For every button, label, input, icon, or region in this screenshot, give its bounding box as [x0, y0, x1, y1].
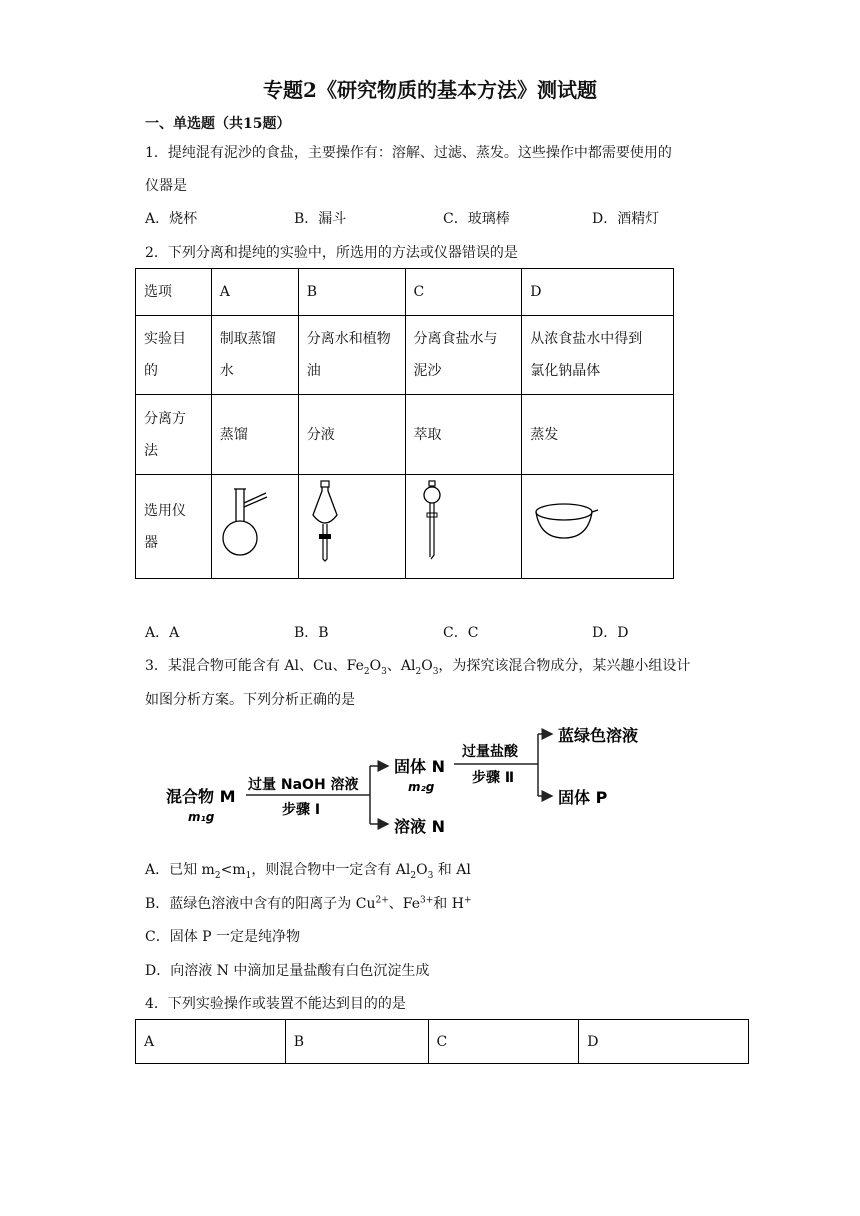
table-cell: 制取蒸馏 水 — [211, 316, 298, 395]
flow-mixture-mass: m₁g — [188, 810, 215, 824]
table-cell: 选用仪 器 — [136, 475, 212, 579]
flow-solid-n: 固体 N — [394, 757, 445, 776]
distillation-flask-icon — [220, 481, 280, 561]
table-cell: 从浓食盐水中得到 氯化钠晶体 — [522, 316, 674, 395]
q3-option-c: C．固体 P 一定是纯净物 — [145, 929, 301, 945]
table-cell — [405, 475, 522, 579]
q2-option-b: B．B — [294, 625, 329, 641]
dropping-funnel-icon — [414, 479, 454, 563]
flow-mixture: 混合物 M — [166, 787, 236, 806]
table-cell: D — [522, 269, 674, 316]
page-title: 专题2《研究物质的基本方法》测试题 — [263, 78, 597, 102]
q2-option-a: A．A — [145, 625, 180, 641]
table-cell: C — [428, 1020, 579, 1064]
table-cell: A — [211, 269, 298, 316]
q1-stem-line2: 仪器是 — [145, 178, 187, 194]
q3-option-d: D．向溶液 N 中滴加足量盐酸有白色沉淀生成 — [145, 963, 430, 979]
separatory-funnel-icon — [307, 479, 347, 563]
q3-option-b: B．蓝绿色溶液中含有的阳离子为 $Cu^{2+}$、$Fe^{3+}$和 H+ — [145, 895, 472, 912]
q2-option-c: C．C — [443, 625, 479, 641]
table-cell — [522, 475, 674, 579]
q2-stem: 2．下列分离和提纯的实验中，所选用的方法或仪器错误的是 — [145, 245, 518, 261]
flow-step1: 步骤 Ⅰ — [282, 802, 321, 818]
flow-blue-green: 蓝绿色溶液 — [558, 726, 639, 745]
flow-reagent1: 过量 NaOH 溶液 — [248, 777, 359, 793]
table-cell: 蒸馏 — [211, 395, 298, 475]
table-cell — [211, 475, 298, 579]
table-cell: 分离水和植物 油 — [298, 316, 405, 395]
flow-reagent2: 过量盐酸 — [462, 744, 518, 760]
table-cell: 分离方 法 — [136, 395, 212, 475]
section-heading: 一、单选题（共15题） — [145, 116, 291, 132]
q1-stem-line1: 1．提纯混有泥沙的食盐，主要操作有：溶解、过滤、蒸发。这些操作中都需要使用的 — [145, 145, 672, 161]
q4-stem: 4．下列实验操作或装置不能达到目的的是 — [145, 996, 406, 1012]
table-cell: A — [136, 1020, 286, 1064]
flow-step2: 步骤 Ⅱ — [472, 770, 515, 786]
table-cell: B — [285, 1020, 428, 1064]
flow-solution-n: 溶液 N — [394, 817, 445, 836]
table-cell: 选项 — [136, 269, 212, 316]
table-cell: B — [298, 269, 405, 316]
q2-option-d: D．D — [592, 625, 629, 641]
table-row — [136, 316, 674, 395]
table-cell: C — [405, 269, 522, 316]
table-cell: 实验目 的 — [136, 316, 212, 395]
flow-solid-p: 固体 P — [558, 788, 608, 807]
table-row — [136, 1020, 749, 1064]
q3-option-a: A．已知 $m_2<m_1$，则混合物中一定含有 $Al_2O_3$ 和 Al — [145, 862, 471, 881]
table-row — [136, 395, 674, 475]
q2-table — [135, 268, 674, 579]
table-row — [136, 475, 674, 579]
flow-diagram — [160, 718, 660, 838]
table-cell: 分液 — [298, 395, 405, 475]
table-cell: 蒸发 — [522, 395, 674, 475]
q3-stem-line2: 如图分析方案。下列分析正确的是 — [145, 692, 355, 708]
q1-option-b: B．漏斗 — [294, 211, 347, 227]
q3-stem-line1: 3．某混合物可能含有 Al、Cu、$Fe_2O_3$、$Al_2O_3$，为探究该混合物成分，某兴趣小组设计 — [145, 658, 691, 677]
q1-option-a: A．烧杯 — [145, 211, 198, 227]
table-cell — [298, 475, 405, 579]
table-cell: 萃取 — [405, 395, 522, 475]
q1-option-d: D．酒精灯 — [592, 211, 660, 227]
table-row — [136, 269, 674, 316]
flow-solid-n-mass: m₂g — [408, 780, 435, 794]
table-cell: D — [579, 1020, 749, 1064]
table-cell: 分离食盐水与 泥沙 — [405, 316, 522, 395]
evaporating-dish-icon — [530, 498, 600, 544]
q1-option-c: C．玻璃棒 — [443, 211, 510, 227]
q4-table — [135, 1019, 749, 1064]
